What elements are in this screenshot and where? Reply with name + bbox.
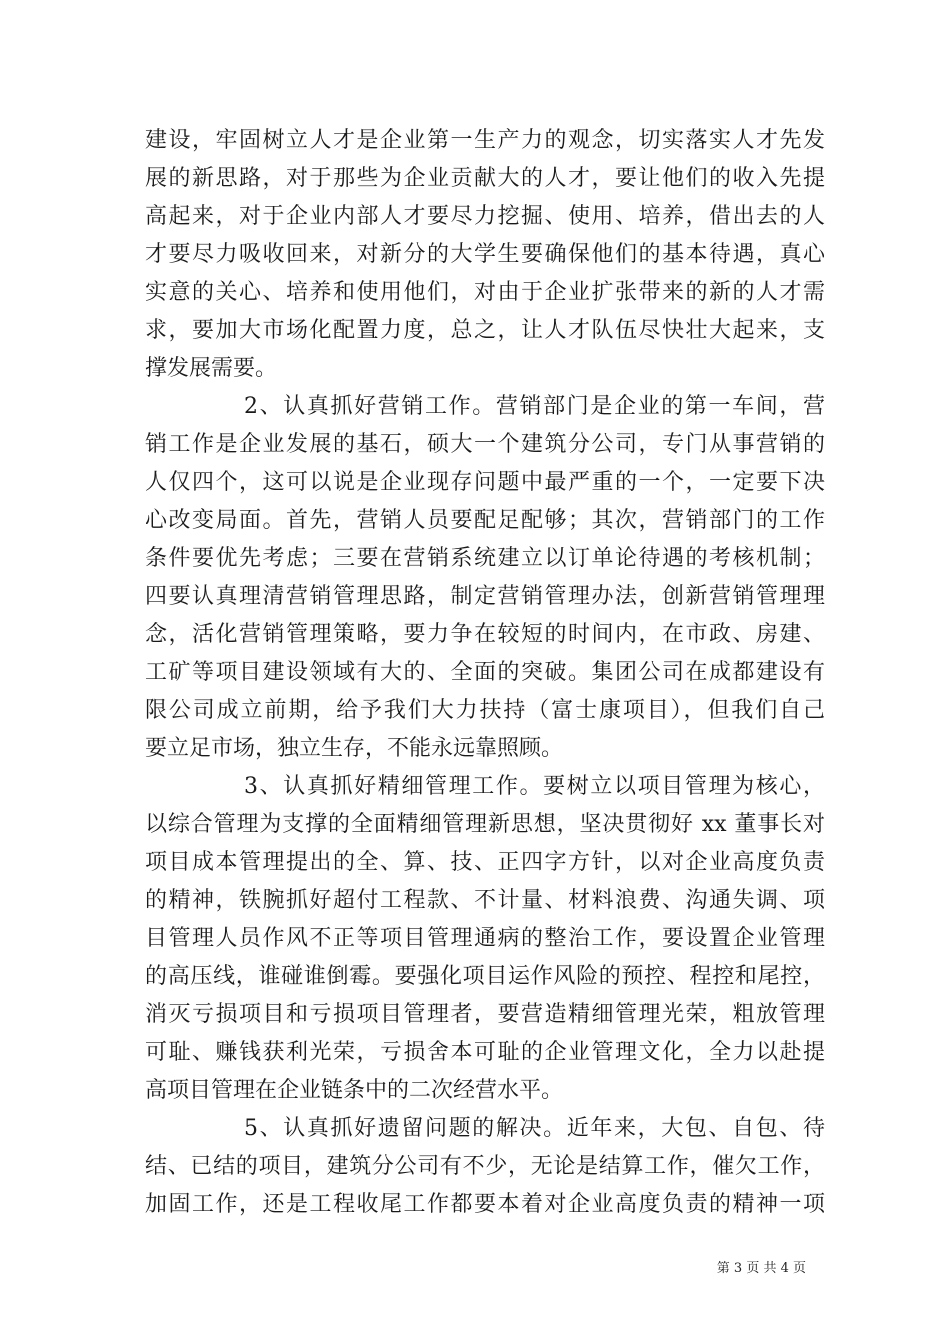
paragraph-2-line-1: 2、认真抓好营销工作。营销部门是企业的第一车间，营 — [244, 394, 825, 419]
paragraph-2-line-9: 限公司成立前期，给予我们大力扶持（富士康项目），但我们自己 — [145, 698, 825, 723]
paragraph-4-line-1: 5、认真抓好遗留问题的解决。近年来，大包、自包、待 — [244, 1116, 825, 1141]
paragraph-3-line-1: 3、认真抓好精细管理工作。要树立以项目管理为核心， — [244, 774, 825, 799]
paragraph-3-line-9: 高项目管理在企业链条中的二次经营水平。 — [145, 1078, 564, 1103]
paragraph-2-line-2: 销工作是企业发展的基石，硕大一个建筑分公司，专门从事营销的 — [145, 432, 825, 457]
paragraph-2-line-6: 四要认真理清营销管理思路，制定营销管理办法，创新营销管理理 — [145, 584, 825, 609]
paragraph-1-line-7: 撑发展需要。 — [145, 356, 278, 381]
paragraph-3-line-2: 以综合管理为支撑的全面精细管理新思想，坚决贯彻好 xx 董事长对 — [145, 812, 825, 837]
paragraph-3-line-6: 的高压线，谁碰谁倒霉。要强化项目运作风险的预控、程控和尾控， — [145, 964, 825, 989]
paragraph-2-line-4: 心改变局面。首先，营销人员要配足配够；其次，营销部门的工作 — [145, 508, 825, 533]
paragraph-3-line-4: 的精神，铁腕抓好超付工程款、不计量、材料浪费、沟通失调、项 — [145, 888, 825, 913]
paragraph-4-line-3: 加固工作，还是工程收尾工作都要本着对企业高度负责的精神一项 — [145, 1192, 825, 1217]
paragraph-2-line-7: 念，活化营销管理策略，要力争在较短的时间内，在市政、房建、 — [145, 622, 825, 647]
paragraph-1-line-5: 实意的关心、培养和使用他们，对由于企业扩张带来的新的人才需 — [145, 280, 825, 305]
paragraph-3-line-8: 可耻、赚钱获利光荣，亏损舍本可耻的企业管理文化，全力以赴提 — [145, 1040, 825, 1065]
paragraph-4-line-2: 结、已结的项目，建筑分公司有不少，无论是结算工作，催欠工作， — [145, 1154, 825, 1179]
paragraph-2-line-5: 条件要优先考虑；三要在营销系统建立以订单论待遇的考核机制； — [145, 546, 825, 571]
paragraph-1-line-2: 展的新思路，对于那些为企业贡献大的人才，要让他们的收入先提 — [145, 166, 825, 191]
paragraph-2-line-8: 工矿等项目建设领域有大的、全面的突破。集团公司在成都建设有 — [145, 660, 825, 685]
paragraph-1-line-1: 建设，牢固树立人才是企业第一生产力的观念，切实落实人才先发 — [145, 128, 825, 153]
paragraph-2-line-10: 要立足市场，独立生存，不能永远靠照顾。 — [145, 736, 564, 761]
paragraph-1-line-3: 高起来，对于企业内部人才要尽力挖掘、使用、培养，借出去的人 — [145, 204, 825, 229]
page-number-footer: 第 3 页 共 4 页 — [716, 1261, 806, 1276]
paragraph-3-line-3: 项目成本管理提出的全、算、技、正四字方针，以对企业高度负责 — [145, 850, 825, 875]
paragraph-3-line-5: 目管理人员作风不正等项目管理通病的整治工作，要设置企业管理 — [145, 926, 825, 951]
paragraph-1-line-6: 求，要加大市场化配置力度，总之，让人才队伍尽快壮大起来，支 — [145, 318, 825, 343]
paragraph-1-line-4: 才要尽力吸收回来，对新分的大学生要确保他们的基本待遇，真心 — [145, 242, 825, 267]
paragraph-3-line-7: 消灭亏损项目和亏损项目管理者，要营造精细管理光荣，粗放管理 — [145, 1002, 825, 1027]
paragraph-2-line-3: 人仅四个，这可以说是企业现存问题中最严重的一个，一定要下决 — [145, 470, 825, 495]
